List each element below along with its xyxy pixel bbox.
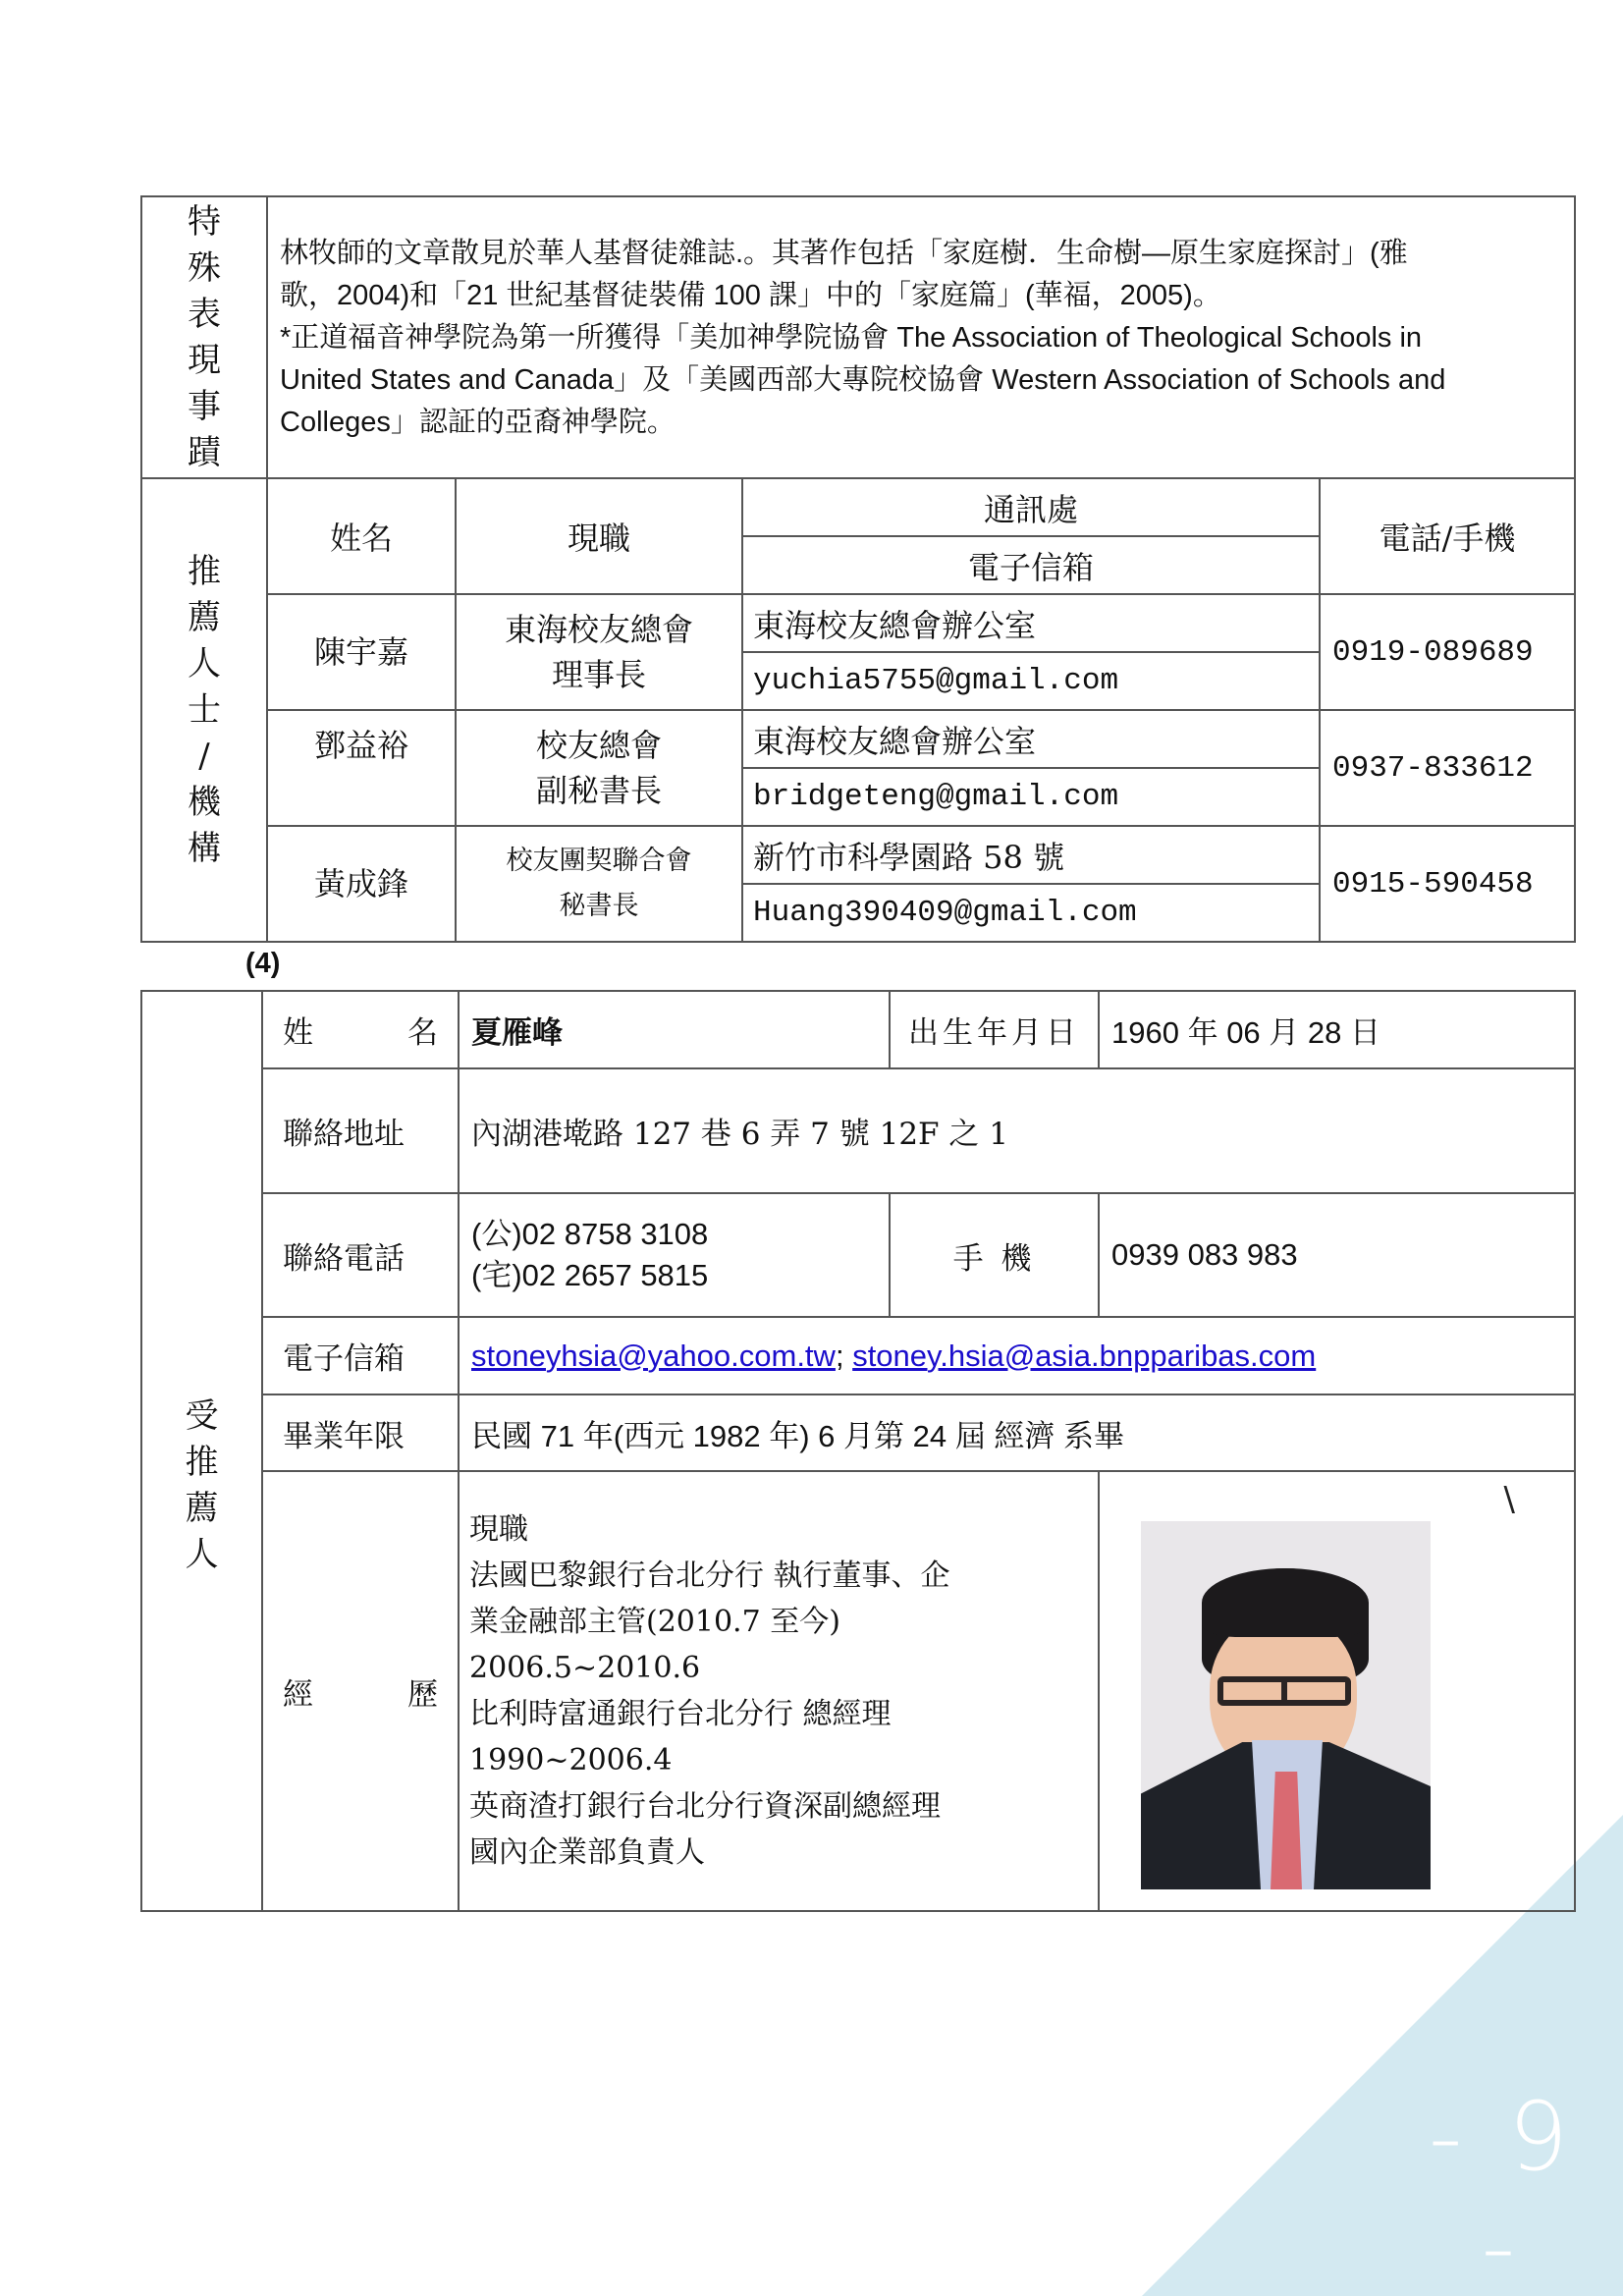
recommender-phone: 0937-833612 <box>1320 710 1575 826</box>
email-link-yahoo[interactable]: stoneyhsia@yahoo.com.tw <box>471 1338 836 1373</box>
birth-date-label: 出生年月日 <box>890 991 1099 1068</box>
header-name: 姓名 <box>267 478 456 594</box>
nominee-mobile: 0939 083 983 <box>1099 1193 1575 1317</box>
stray-mark: \ <box>1503 1480 1515 1519</box>
address-label: 聯絡地址 <box>262 1068 459 1193</box>
recommender-email[interactable]: yuchia5755@gmail.com <box>742 652 1320 710</box>
recommender-phone: 0915-590458 <box>1320 826 1575 942</box>
nominee-photo <box>1141 1521 1431 1889</box>
recommender-position: 校友總會 副秘書長 <box>456 710 742 826</box>
nominee-table <box>140 990 1576 1912</box>
phone-label: 聯絡電話 <box>262 1193 459 1317</box>
recommender-row <box>141 826 1575 884</box>
header-email: 電子信箱 <box>742 536 1320 594</box>
header-position: 現職 <box>456 478 742 594</box>
email-label: 電子信箱 <box>262 1317 459 1394</box>
recommenders-label: 推 薦 人 士 / 機 構 <box>141 478 267 942</box>
recommender-name: 黃成鋒 <box>267 826 456 942</box>
graduation-label: 畢業年限 <box>262 1394 459 1471</box>
name-label: 姓 名 <box>262 991 459 1068</box>
email-link-bnp[interactable]: stoney.hsia@asia.bnpparibas.com <box>852 1338 1317 1373</box>
header-address: 通訊處 <box>742 478 1320 536</box>
recommender-address: 東海校友總會辦公室 <box>742 594 1320 652</box>
experience-label: 經 歷 <box>262 1471 459 1911</box>
recommender-name: 陳宇嘉 <box>267 594 456 710</box>
recommender-position: 校友團契聯合會 秘書長 <box>456 826 742 942</box>
recommender-address: 東海校友總會辦公室 <box>742 710 1320 768</box>
achievements-label: 特 殊 表 現 事 蹟 <box>141 196 267 478</box>
recommender-row <box>141 594 1575 652</box>
recommender-address: 新竹市科學園路 58 號 <box>742 826 1320 884</box>
section-number: (4) <box>245 948 281 979</box>
recommender-email[interactable]: bridgeteng@gmail.com <box>742 768 1320 826</box>
photo-cell <box>1099 1471 1575 1911</box>
mobile-label: 手 機 <box>890 1193 1099 1317</box>
graduation-info: 民國 71 年(西元 1982 年) 6 月第 24 屆 經濟 系畢 <box>459 1394 1575 1471</box>
page-number: - 9 - <box>1428 2082 1577 2296</box>
recommender-phone: 0919-089689 <box>1320 594 1575 710</box>
recommender-position: 東海校友總會 理事長 <box>456 594 742 710</box>
recommender-email[interactable]: Huang390409@gmail.com <box>742 884 1320 942</box>
nominee-name: 夏雁峰 <box>459 991 890 1068</box>
achievements-recommenders-table <box>140 195 1576 943</box>
nominee-address: 內湖港墘路 127 巷 6 弄 7 號 12F 之 1 <box>459 1068 1575 1193</box>
achievements-text: 林牧師的文章散見於華人基督徒雜誌.。其著作包括「家庭樹．生命樹—原生家庭探討」(雅 歌，2004)和「21 世紀基督徒裝備 100 課」中的「家庭篇」(華福，2005)。 *正道福音神學院為第一所獲得「美加神學院協會 The Association of Theological Schools in United States and Canada」及「美國西部大專院校協會 Western Association of Schools and Colleges」認証的亞裔神學院。 <box>267 196 1575 478</box>
recommender-name: 鄧益裕 <box>267 710 456 826</box>
header-phone: 電話/手機 <box>1320 478 1575 594</box>
birth-date: 1960 年 06 月 28 日 <box>1099 991 1575 1068</box>
recommender-row <box>141 710 1575 768</box>
nominee-phones: (公)02 8758 3108 (宅)02 2657 5815 <box>459 1193 890 1317</box>
experience-text: 現職 法國巴黎銀行台北分行 執行董事、企 業金融部主管(2010.7 至今) 2006.5~2010.6 比利時富通銀行台北分行 總經理 1990~2006.4 英商渣打銀行台北分行資深副總經理 國內企業部負責人 <box>459 1471 1099 1911</box>
nominee-emails: stoneyhsia@yahoo.com.tw; stoney.hsia@asia.bnpparibas.com <box>459 1317 1575 1394</box>
nominee-label: 受 推 薦 人 <box>141 991 262 1911</box>
